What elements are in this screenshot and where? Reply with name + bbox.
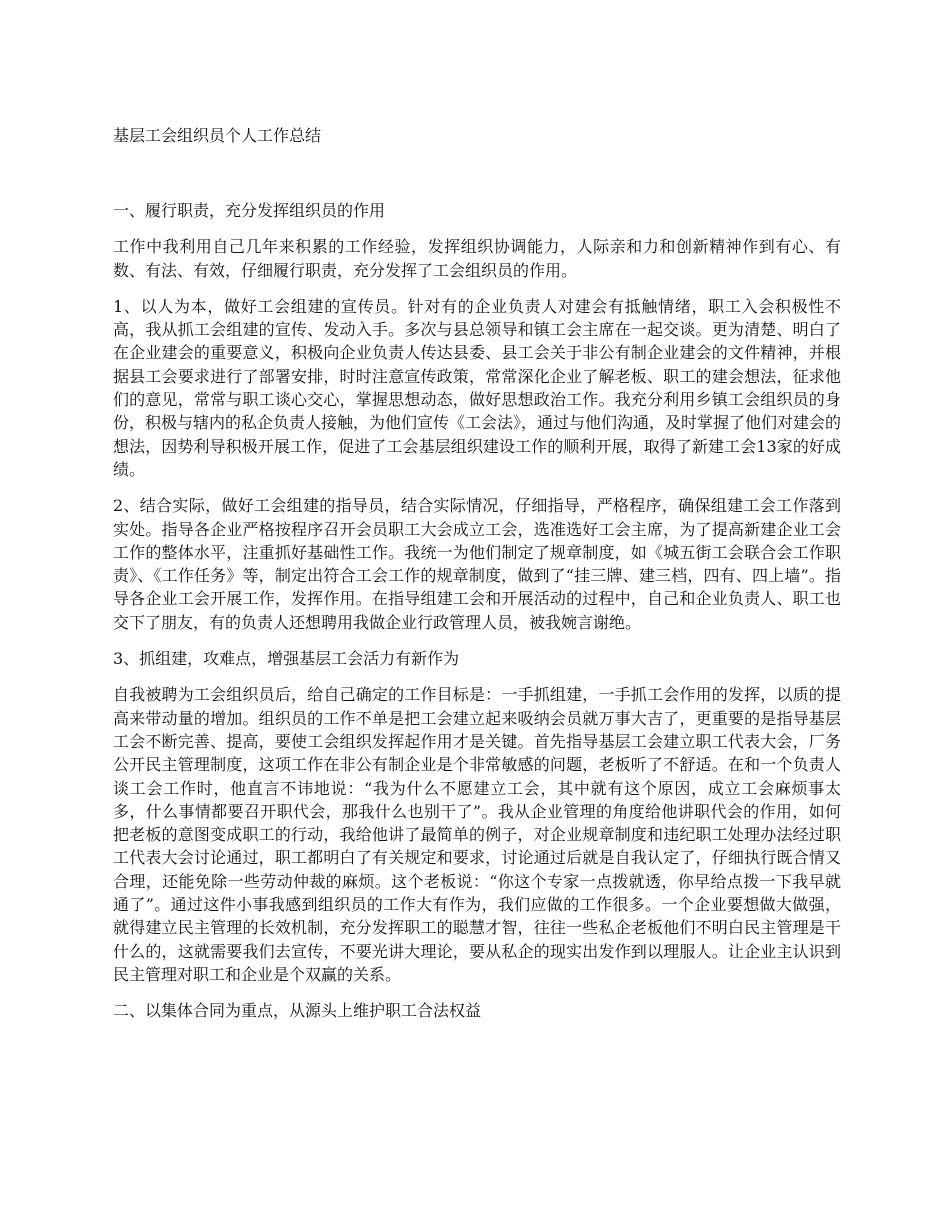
paragraph-item-3: 自我被聘为工会组织员后，给自己确定的工作目标是：一手抓组建，一手抓工会作用的发挥，以质的提高来带动量的增加。组织员的工作不单是把工会建立起来吸纳会员就万事大吉了，更重要的是指导基层工会不断完善、提高，要使工会组织发挥起作用才是关键。首先指导基层工会建立职工代表大会，厂务公开民主管理制度，这项工作在非公有制企业是个非常敏感的问题，老板听了不舒适。在和一个负责人谈工会工作时，他直言不讳地说：“我为什么不愿建立工会，其中就有这个原因，成立工会麻烦事太多，什么事情都要召开职代会，那我什么也别干了”。我从企业管理的角度给他讲职代会的作用，如何把老板的意图变成职工的行动，我给他讲了最简单的例子，对企业规章制度和违纪职工处理办法经过职工代表大会讨论通过，职工都明白了有关规定和要求，讨论通过后就是自我认定了，仔细执行既合情又合理，还能免除一些劳动仲裁的麻烦。这个老板说：“你这个专家一点拨就透，你早给点拨一下我早就通了”。通过这件小事我感到组织员的工作大有作为，我们应做的工作很多。一个企业要想做大做强，就得建立民主管理的长效机制，充分发挥职工的聪慧才智，往往一些私企老板他们不明白民主管理是干什么的，这就需要我们去宣传，不要光讲大理论，要从私企的现实出发作到以理服人。让企业主认识到民主管理对职工和企业是个双赢的关系。 bbox=[113, 685, 841, 984]
paragraph-intro: 工作中我利用自己几年来积累的工作经验，发挥组织协调能力，人际亲和力和创新精神作到有心、有数、有法、有效，仔细履行职责，充分发挥了工会组织员的作用。 bbox=[113, 237, 841, 280]
paragraph-item-1: 1、以人为本，做好工会组建的宣传员。针对有的企业负责人对建会有抵触情绪，职工入会积极性不高，我从抓工会组建的宣传、发动入手。多次与县总领导和镇工会主席在一起交谈。更为清楚、明白了在企业建会的重要意义，积极向企业负责人传达县委、县工会关于非公有制企业建会的文件精神，并根据县工会要求进行了部署安排，时时注意宣传政策，常常深化企业了解老板、职工的建会想法，征求他们的意见，常常与职工谈心交心，掌握思想动态，做好思想政治工作。我充分利用乡镇工会组织员的身份，积极与辖内的私企负责人接触，为他们宣传《工会法》，通过与他们沟通，及时掌握了他们对建会的想法，因势利导积极开展工作，促进了工会基层组织建设工作的顺利开展，取得了新建工会13家的好成绩。 bbox=[113, 296, 842, 479]
subheading-item-3: 3、抓组建，攻难点，增强基层工会活力有新作为 bbox=[113, 649, 460, 669]
document-body bbox=[113, 124, 841, 1036]
paragraph-item-2: 2、结合实际，做好工会组建的指导员，结合实际情况，仔细指导，严格程序，确保组建工会工作落到实处。指导各企业严格按程序召开会员职工大会成立工会，选准选好工会主席，为了提高新建企业工会工作的整体水平，注重抓好基础性工作。我统一为他们制定了规章制度，如《城五街工会联合会工作职责》、《工作任务》等，制定出符合工会工作的规章制度，做到了“挂三牌、建三档，四有、四上墙”。指导各企业工会开展工作，发挥作用。在指导组建工会和开展活动的过程中，自己和企业负责人、职工也交下了朋友，有的负责人还想聘用我做企业行政管理人员，被我婉言谢绝。 bbox=[113, 496, 841, 632]
section-heading-2: 二、以集体合同为重点，从源头上维护职工合法权益 bbox=[113, 1001, 482, 1021]
document-title: 基层工会组织员个人工作总结 bbox=[113, 126, 322, 145]
section-heading-1: 一、履行职责，充分发挥组织员的作用 bbox=[113, 201, 386, 220]
